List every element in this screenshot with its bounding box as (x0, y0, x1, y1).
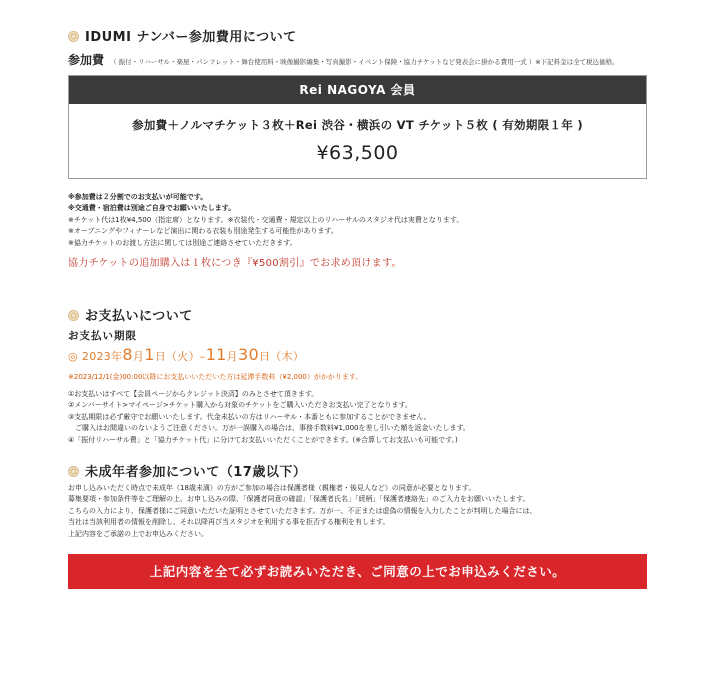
circle-bullet-icon (68, 466, 79, 477)
fee-notes (68, 192, 463, 249)
date-text: 2023年 (81, 350, 123, 363)
fee-section-title-text: IDUMI ナンバー参加費用について (85, 30, 297, 45)
date-number: 1 (144, 345, 155, 364)
double-circle-icon: ◎ (68, 350, 78, 363)
fee-note: （ 振付・リハーサル・楽屋・パンフレット・舞台使用料・映像撮影編集・写真撮影・イベント保険・協力チケットなど発表会に掛かる費用一式 ）※下記料金は全て税込価格。 (110, 58, 619, 66)
date-number: 11 (205, 345, 227, 364)
minor-line: 上記内容をご承諾の上でお申込みください。 (68, 529, 208, 538)
plan-box (68, 75, 647, 179)
minor-line: 募集要項・参加条件等をご理解の上、お申し込みの際、「保護者同意の確認」「保護者氏名」「続柄」「保護者連絡先」のご入力をお願いいたします。 (68, 495, 530, 504)
deadline-label: お支払い期限 (68, 330, 137, 342)
fee-note-line: ※参加費は２分割でのお支払いが可能です。 (68, 193, 208, 201)
minor-section-title-text: 未成年者参加について（17歳以下） (85, 465, 307, 480)
circle-bullet-icon (68, 310, 79, 321)
minor-section-title (68, 461, 306, 480)
payment-item: ②メンバーサイト>マイページ>チケット購入から対象のチケットをご購入いただきお支払い完了となります。 (68, 401, 412, 410)
fee-note-line: ※オープニングやフィナーレなど演出に関わる衣装も別途発生する可能性があります。 (68, 227, 338, 236)
fee-note-line: ※協力チケットのお渡し方法に関しては別途ご連絡させていただきます。 (68, 238, 297, 247)
plan-description: 参加費＋ノルマチケット３枚＋Rei 渋谷・横浜の VT チケット５枚 ( 有効期限１年 ) (132, 118, 583, 132)
minor-line: 当社は当該利用者の情報を削除し、それ以降再び当スタジオを利用する事を拒否する権利を有します。 (68, 518, 390, 527)
payment-section-title (68, 305, 193, 324)
date-number: 30 (237, 345, 259, 364)
date-text: 月 (226, 350, 238, 363)
fee-section-title (68, 26, 297, 45)
payment-item: ①お支払いはすべて【会員ページからクレジット決済】のみとさせて頂きます。 (68, 390, 319, 398)
circle-bullet-icon (68, 31, 79, 42)
minor-line: こちらの入力により、保護者様にご同意いただいた証明とさせていただきます。万が一、不正または虚偽の情報を入力したことが判明した場合には、 (68, 506, 537, 515)
fee-note-line: ※チケット代は1枚¥4,500（指定席）となります。※衣装代・交通費・規定以上のリハーサルのスタジオ代は実費となります。 (68, 215, 464, 224)
late-fee-note: ※2023/12/1(金)00:00以降にお支払いいただいた方は延滞手数料（¥2,000）がかかります。 (68, 373, 363, 381)
date-text: 日（火）– (154, 350, 206, 363)
payment-item: ③支払期限は必ず厳守でお願いいたします。代金未払いの方はリハーサル・本番ともに参加することができません。 (68, 412, 431, 421)
payment-item: ご購入はお間違いのないようご注意ください。万が一誤購入の場合は、事務手数料¥1,000を差し引いた額を返金いたします。 (68, 424, 470, 433)
fee-note-line: ※交通費・宿泊費は別途ご自身でお願いいたします。 (68, 204, 236, 213)
plan-header: Rei NAGOYA 会員 (69, 76, 646, 104)
fee-label: 参加費 (68, 53, 105, 67)
payment-date-range (68, 345, 304, 364)
payment-items (68, 389, 470, 446)
payment-section-title-text: お支払いについて (85, 309, 193, 324)
fee-label-row (68, 49, 619, 68)
date-text: 月 (132, 350, 145, 363)
agreement-banner: 上記内容を全て必ずお読みいただき、ご同意の上でお申込みください。 (68, 554, 647, 589)
minor-line: お申し込みいただく時点で未成年（18歳未満）の方がご参加の場合は保護者様（親権者・後見人など）の同意が必要となります。 (68, 484, 476, 492)
payment-item: ④「振付リハーサル費」と「協力チケット代」に分けてお支払いいただくことができます。(※合算してお支払いも可能です。) (68, 435, 458, 444)
discount-note: 協力チケットの追加購入は１枚につき『¥500割引』でお求め頂けます。 (68, 258, 402, 269)
date-text: 日（木） (258, 350, 305, 363)
minor-lines (68, 483, 536, 540)
date-number: 8 (122, 345, 133, 364)
plan-price: ¥63,500 (316, 142, 399, 164)
